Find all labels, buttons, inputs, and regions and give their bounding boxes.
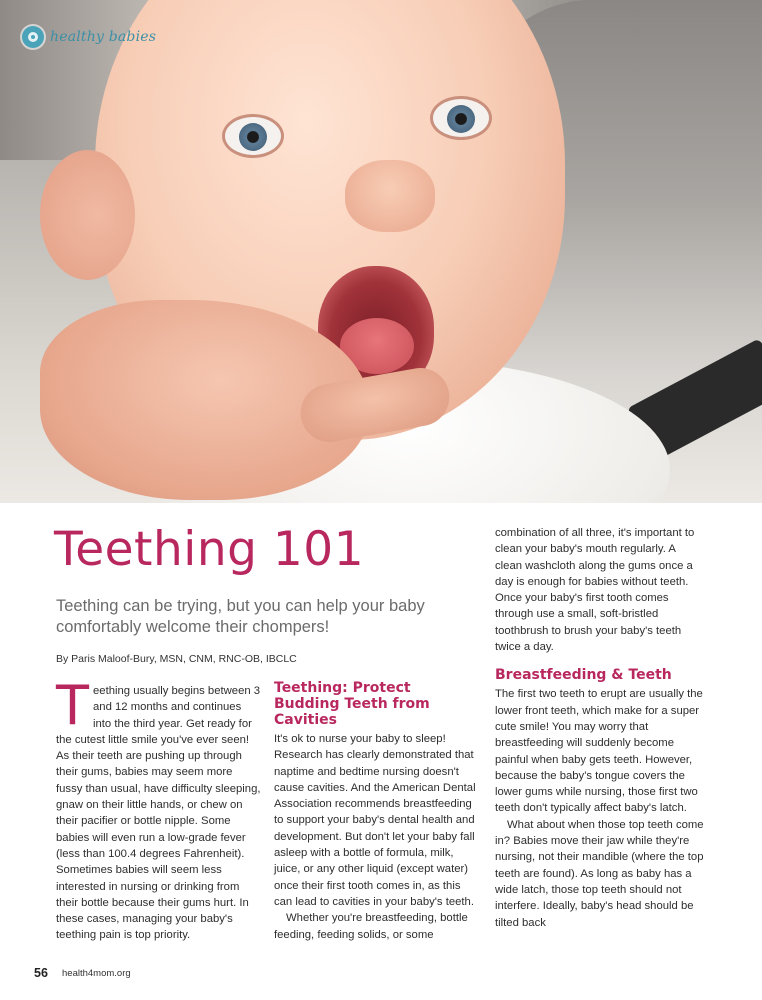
- baby-ear: [40, 150, 135, 280]
- article-column-1: [56, 674, 261, 944]
- article-title: Teething 101: [54, 522, 365, 577]
- column2-paragraph-1: It's ok to nurse your baby to sleep! Research has clearly demonstrated that naptime and bedtime nursing doesn't cause cavities. And the American Dental Association recommends breastfeeding to support your baby's dental health and development. But don't let your baby fall asleep with a bottle of formula, milk, juice, or any other liquid (except water) once their first tooth comes in, as this can lead to cavities in your baby's teeth.: [274, 733, 476, 908]
- footer-website: health4mom.org: [62, 968, 131, 979]
- baby-eye-right: [430, 96, 492, 140]
- subheading-breastfeeding-teeth: Breastfeeding & Teeth: [495, 667, 672, 684]
- column3-paragraph-3: What about when those top teeth come in? Babies move their jaw while they're nursing, not their mandible (where the top teeth are found). As long as baby has a wide latch, those top teeth should not interfere. Ideally, baby's head should be tilted back: [495, 818, 704, 929]
- page-number: 56: [34, 966, 48, 980]
- section-tag: [22, 26, 156, 48]
- baby-eye-left: [222, 114, 284, 158]
- drop-cap: T: [56, 674, 89, 737]
- section-tag-label: healthy babies: [50, 29, 157, 45]
- article-column-3: [495, 525, 705, 931]
- column1-text: eething usually begins between 3 and 12 months and continues into the third year. Get ready for the cutest little smile you've ever seen! As their teeth are pushing up through their gums, babies may seem more fussy than usual, have difficulty sleeping, gnaw on their little hands, or chew on their pacifier or bottle nipple. Some babies will even run a low-grade fever (less than 100.4 degrees Fahrenheit). Sometimes babies will seem less interested in nursing or drinking from their bottle because their gums hurt. In these cases, managing your baby's teething pain is top priority.: [56, 685, 261, 942]
- sun-flower-icon: [22, 26, 44, 48]
- column3-paragraph-1: combination of all three, it's important to clean your baby's mouth regularly. A clean washcloth along the gums once a day is enough for babies without teeth. Once your baby's first tooth comes through use a small, soft-bristled toothbrush to brush your baby's teeth twice a day.: [495, 527, 695, 654]
- column1-paragraph: [56, 674, 261, 944]
- subheading-protect-teeth: Teething: Protect Budding Teeth from Cavities: [274, 680, 430, 728]
- article-byline: By Paris Maloof-Bury, MSN, CNM, RNC-OB, IBCLC: [56, 653, 297, 665]
- article-deck: Teething can be trying, but you can help your baby comfortably welcome their chompers!: [56, 597, 425, 636]
- article-column-2: [274, 680, 479, 943]
- column2-paragraph-2: Whether you're breastfeeding, bottle feeding, feeding solids, or some: [274, 912, 468, 941]
- baby-nose: [345, 160, 435, 232]
- column3-paragraph-2: The first two teeth to erupt are usually the lower front teeth, which make for a super cute smile! You may worry that breastfeeding will suddenly become painful when baby gets teeth. However, because the baby's tongue covers the lower gums while nursing, those first two teeth don't typically affect baby's latch.: [495, 688, 703, 815]
